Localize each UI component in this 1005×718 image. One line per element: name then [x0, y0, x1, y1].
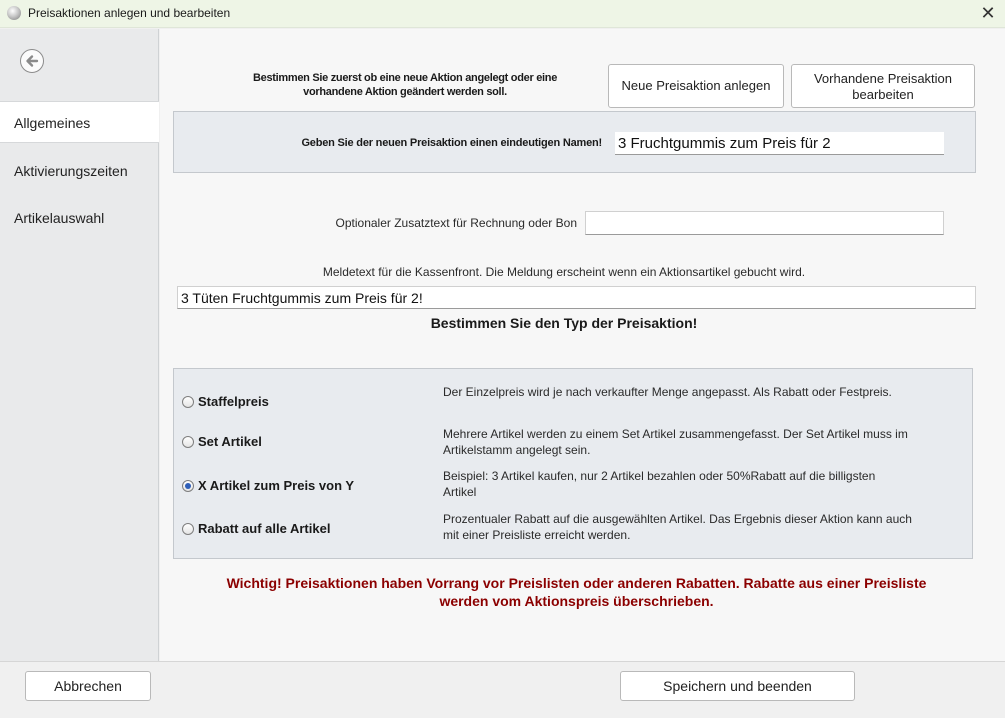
app-icon	[7, 6, 21, 20]
warning-line-1: Wichtig! Preisaktionen haben Vorrang vor Preislisten oder anderen Rabatten. Rabatte aus einer Preisliste	[226, 575, 927, 591]
radio-set-artikel[interactable]	[182, 436, 194, 448]
option-desc-line-1: Der Einzelpreis wird je nach verkaufter Menge angepasst. Als Rabatt oder Festpreis.	[443, 385, 892, 399]
option-description	[443, 426, 963, 458]
option-desc-line-1: Beispiel: 3 Artikel kaufen, nur 2 Artikel bezahlen oder 50%Rabatt auf die billigsten	[443, 469, 876, 483]
option-description	[443, 511, 963, 543]
new-price-action-button[interactable]: Neue Preisaktion anlegen	[608, 64, 784, 108]
option-name: Staffelpreis	[198, 394, 269, 409]
warning-text	[185, 574, 968, 610]
name-label: Geben Sie der neuen Preisaktion einen eindeutigen Namen!	[301, 137, 602, 149]
warning-line-2: werden vom Aktionspreis überschrieben.	[439, 593, 714, 609]
message-input[interactable]: 3 Tüten Fruchtgummis zum Preis für 2!	[177, 286, 976, 309]
intro-line-1: Bestimmen Sie zuerst ob eine neue Aktion angelegt oder eine	[252, 72, 558, 84]
intro-line-2: vorhandene Aktion geändert werden soll.	[303, 86, 507, 98]
close-icon[interactable]: ✕	[980, 3, 996, 23]
option-description	[443, 468, 963, 500]
cancel-button[interactable]: Abbrechen	[25, 671, 151, 701]
save-and-close-button[interactable]: Speichern und beenden	[620, 671, 855, 701]
type-heading: Bestimmen Sie den Typ der Preisaktion!	[430, 315, 698, 331]
option-name: Rabatt auf alle Artikel	[198, 521, 331, 536]
optional-text-label: Optionaler Zusatztext für Rechnung oder Bon	[335, 216, 577, 230]
sidebar-item-artikelauswahl[interactable]: Artikelauswahl	[14, 210, 105, 226]
radio-x-artikel[interactable]	[182, 480, 194, 492]
action-name-input[interactable]: 3 Fruchtgummis zum Preis für 2	[615, 132, 944, 155]
option-x-artikel-zum-preis-von-y[interactable]	[174, 465, 972, 505]
optional-text-input[interactable]	[585, 211, 944, 235]
back-button[interactable]	[20, 49, 44, 73]
edit-price-action-button[interactable]	[791, 64, 975, 108]
option-desc-line-2: Artikelstamm angelegt sein.	[443, 443, 591, 457]
sidebar-item-allgemeines[interactable]: Allgemeines	[0, 101, 159, 143]
sidebar	[0, 29, 159, 661]
option-rabatt-auf-alle-artikel[interactable]	[174, 508, 972, 548]
sidebar-item-aktivierungszeiten[interactable]: Aktivierungszeiten	[14, 163, 128, 179]
arrow-left-icon	[24, 53, 40, 69]
main-panel	[160, 29, 1005, 661]
window-title: Preisaktionen anlegen und bearbeiten	[28, 6, 231, 20]
edit-button-line-1: Vorhandene Preisaktion	[813, 71, 953, 86]
footer	[0, 661, 1005, 718]
option-desc-line-2: mit einer Preisliste erreicht werden.	[443, 528, 631, 542]
option-name: Set Artikel	[198, 434, 262, 449]
option-desc-line-1: Mehrere Artikel werden zu einem Set Artikel zusammengefasst. Der Set Artikel muss im	[443, 427, 908, 441]
option-description	[443, 384, 963, 400]
edit-button-line-2: bearbeiten	[852, 87, 914, 102]
radio-staffelpreis[interactable]	[182, 396, 194, 408]
option-set-artikel[interactable]	[174, 421, 972, 461]
title-bar	[0, 0, 1005, 28]
option-desc-line-2: Artikel	[443, 485, 477, 499]
option-desc-line-1: Prozentualer Rabatt auf die ausgewählten Artikel. Das Ergebnis dieser Aktion kann auch	[443, 512, 912, 526]
intro-text	[215, 71, 595, 99]
message-label: Meldetext für die Kassenfront. Die Meldung erscheint wenn ein Aktionsartikel gebucht wird.	[322, 265, 806, 279]
radio-rabatt[interactable]	[182, 523, 194, 535]
name-panel	[173, 111, 976, 173]
type-panel	[173, 368, 973, 559]
option-staffelpreis[interactable]	[174, 381, 972, 421]
option-name: X Artikel zum Preis von Y	[198, 478, 355, 493]
